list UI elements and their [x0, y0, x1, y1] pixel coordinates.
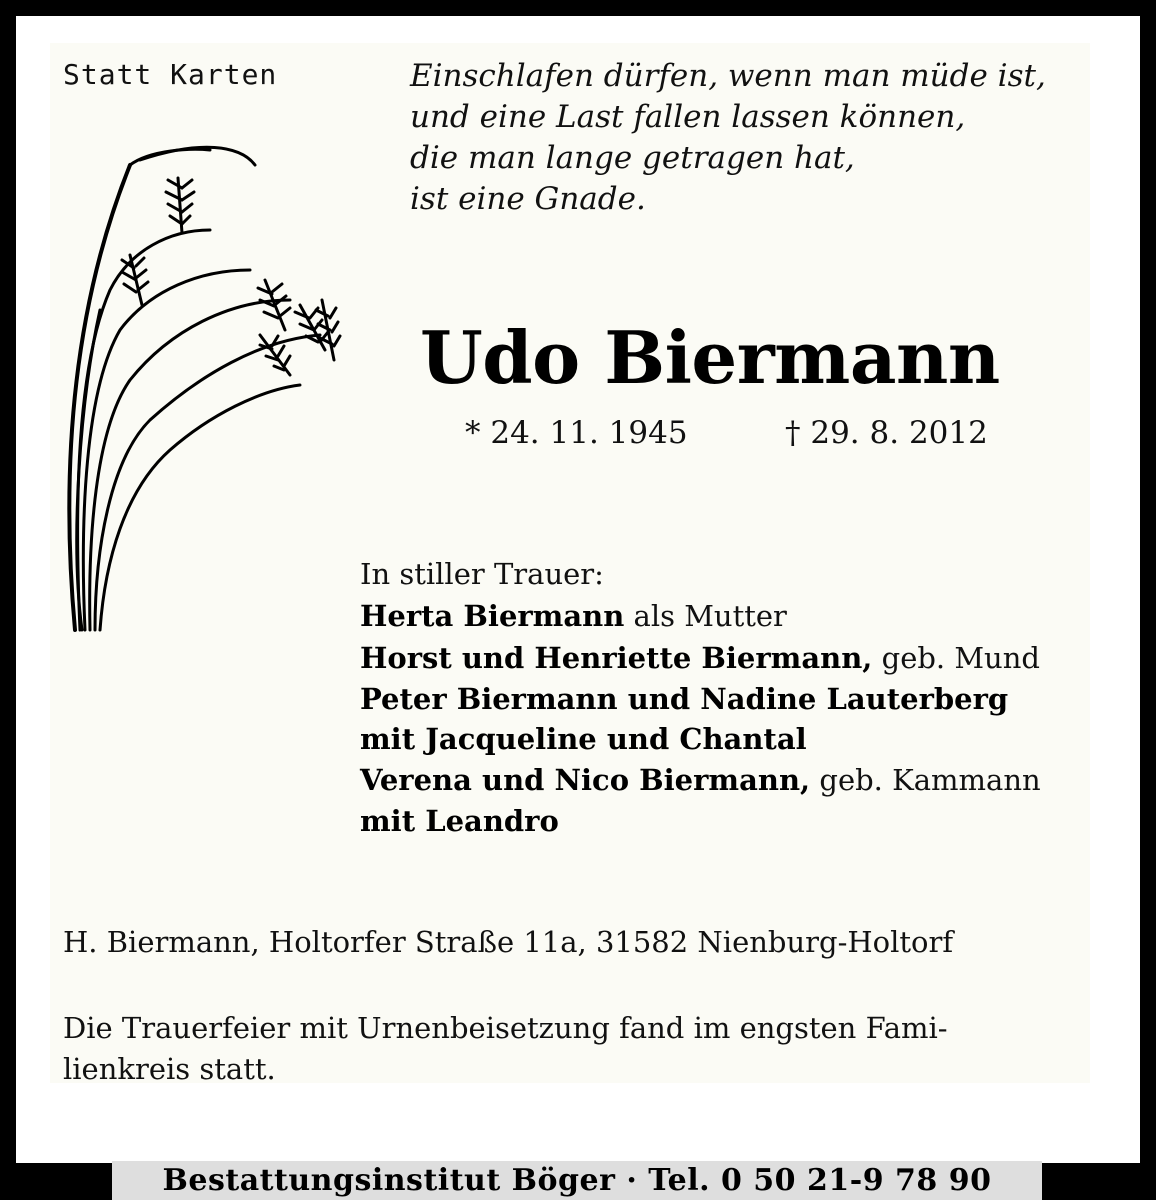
mourner-entry: mit Jacqueline und Chantal [360, 722, 807, 756]
wheat-grass-icon [60, 140, 350, 635]
mourner-entry: Peter Biermann und Nadine Lauterberg [360, 682, 1009, 716]
poem-line: und eine Last fallen lassen können, [410, 99, 966, 135]
poem [410, 56, 1046, 220]
notice-line: lienkreis statt. [63, 1052, 276, 1086]
mourner-entry: Verena und Nico Biermann, geb. Kammann [360, 763, 1041, 797]
funeral-home-box [112, 1161, 1042, 1200]
funeral-notice [63, 1008, 948, 1090]
birth-date: * 24. 11. 1945 [465, 415, 688, 451]
poem-line: Einschlafen dürfen, wenn man müde ist, [410, 58, 1046, 94]
death-date: † 29. 8. 2012 [785, 415, 988, 451]
funeral-home-contact: Bestattungsinstitut Böger · Tel. 0 50 21-9 78 90 [162, 1163, 992, 1198]
deceased-name: Udo Biermann [420, 315, 1000, 400]
statt-karten-label: Statt Karten [63, 58, 278, 91]
mourner-entry: Herta Biermann als Mutter [360, 599, 787, 633]
mourners-intro: In stiller Trauer: [360, 557, 604, 591]
notice-line: Die Trauerfeier mit Urnenbeisetzung fand im engsten Fami- [63, 1011, 948, 1045]
mourner-entry: mit Leandro [360, 804, 559, 838]
family-address: H. Biermann, Holtorfer Straße 11a, 31582 Nienburg-Holtorf [63, 925, 954, 959]
mourners-list [360, 553, 1041, 841]
mourner-entry: Horst und Henriette Biermann, geb. Mund [360, 641, 1040, 675]
poem-line: die man lange getragen hat, [410, 140, 855, 176]
poem-line: ist eine Gnade. [410, 181, 646, 217]
